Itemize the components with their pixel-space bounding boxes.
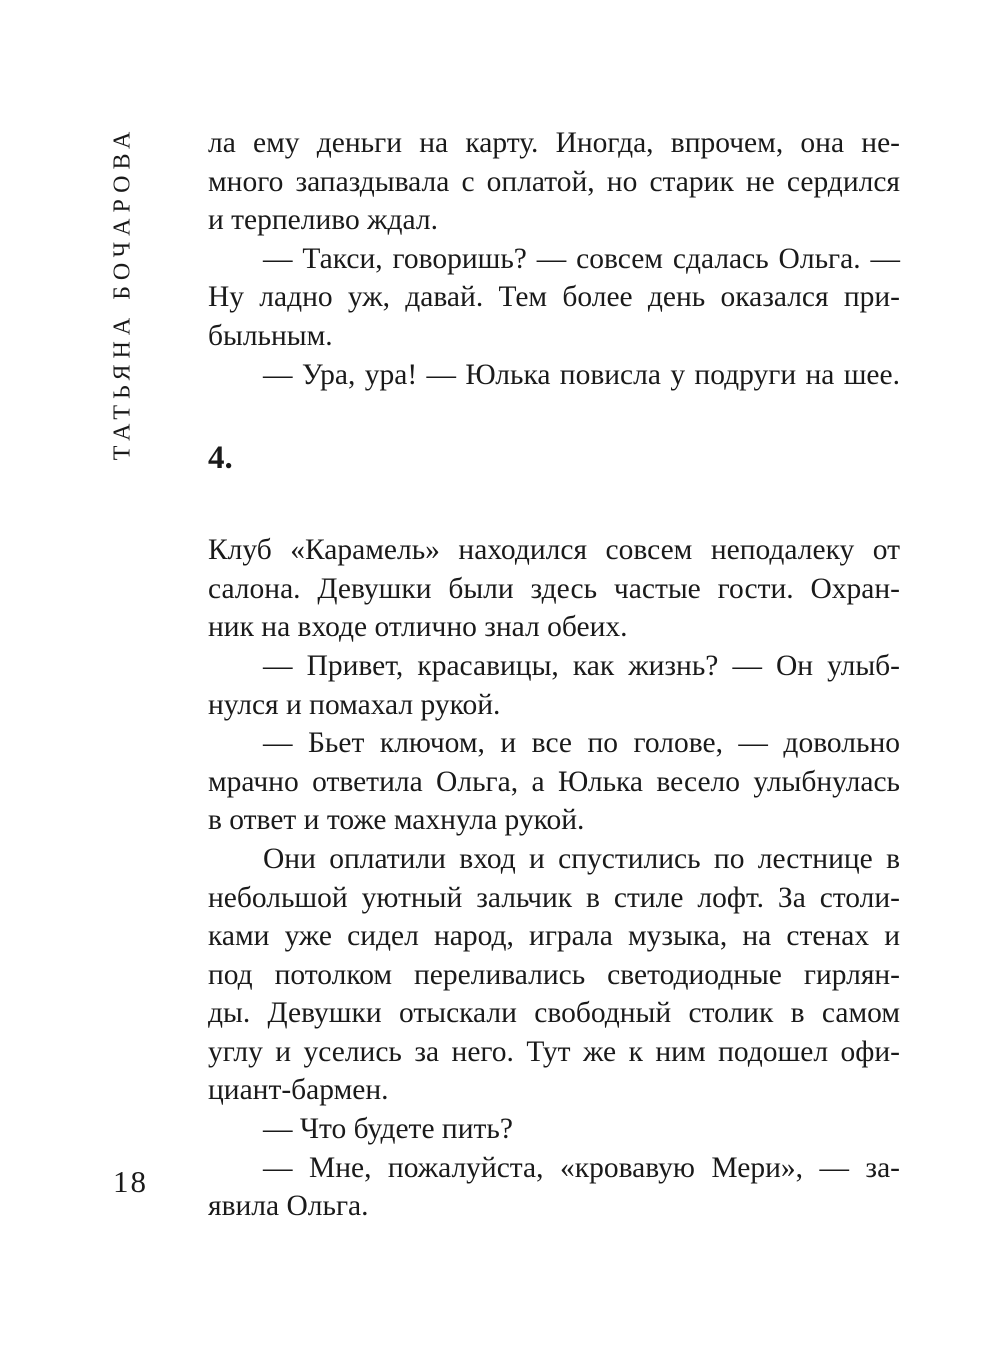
text-line: — Бьет ключом, и все по голове, — довольно <box>263 727 900 760</box>
text-line: углу и уселись за него. Тут же к ним подошел офи- <box>208 1035 900 1068</box>
text-line: ды. Девушки отыскали свободный столик в самом <box>208 997 900 1030</box>
text-line: нулся и помахал рукой. <box>208 688 501 721</box>
text-line: быльным. <box>208 319 333 352</box>
text-line: Клуб «Карамель» находился совсем неподалеку от <box>208 534 900 567</box>
text-after-heading <box>208 531 900 1226</box>
chapter-heading: 4. <box>208 440 233 477</box>
body-text <box>208 124 900 1226</box>
running-head <box>103 125 143 461</box>
text-line: много запаздывала с оплатой, но старик не сердился <box>208 165 900 198</box>
text-line: и терпеливо ждал. <box>208 204 438 237</box>
text-line: ла ему деньги на карту. Иногда, впрочем, она не- <box>208 127 900 159</box>
text-line: под потолком переливались светодиодные гирлян- <box>208 958 900 991</box>
text-line: явила Ольга. <box>208 1190 369 1223</box>
text-line: небольшой уютный зальчик в стиле лофт. За столи- <box>208 881 900 914</box>
text-line: в ответ и тоже махнула рукой. <box>208 804 585 837</box>
text-line: — Такси, говоришь? — совсем сдалась Ольга. — <box>263 242 900 275</box>
text-line: — Мне, пожалуйста, «кровавую Мери», — за- <box>263 1151 900 1184</box>
text-line: ник на входе отлично знал обеих. <box>208 611 628 644</box>
text-line: Ну ладно уж, давай. Тем более день оказался при- <box>208 281 900 314</box>
text-line: — Привет, красавицы, как жизнь? — Он улыб- <box>263 649 900 682</box>
text-line: — Что будете пить? <box>263 1113 513 1146</box>
text-line: салона. Девушки были здесь частые гости. Охран- <box>208 572 900 605</box>
text-line: Они оплатили вход и спустились по лестнице в <box>263 842 900 875</box>
page-number: 18 <box>113 1164 148 1199</box>
text-line: мрачно ответила Ольга, а Юлька весело улыбнулась <box>208 765 900 798</box>
text-before-heading <box>208 124 900 394</box>
running-head-author: ТАТЬЯНА БОЧАРОВА <box>109 125 136 461</box>
text-line: циант-бармен. <box>208 1074 389 1107</box>
text-line: ками уже сидел народ, играла музыка, на стенах и <box>208 920 900 953</box>
text-line: — Ура, ура! — Юлька повисла у подруги на шее. <box>263 358 900 391</box>
